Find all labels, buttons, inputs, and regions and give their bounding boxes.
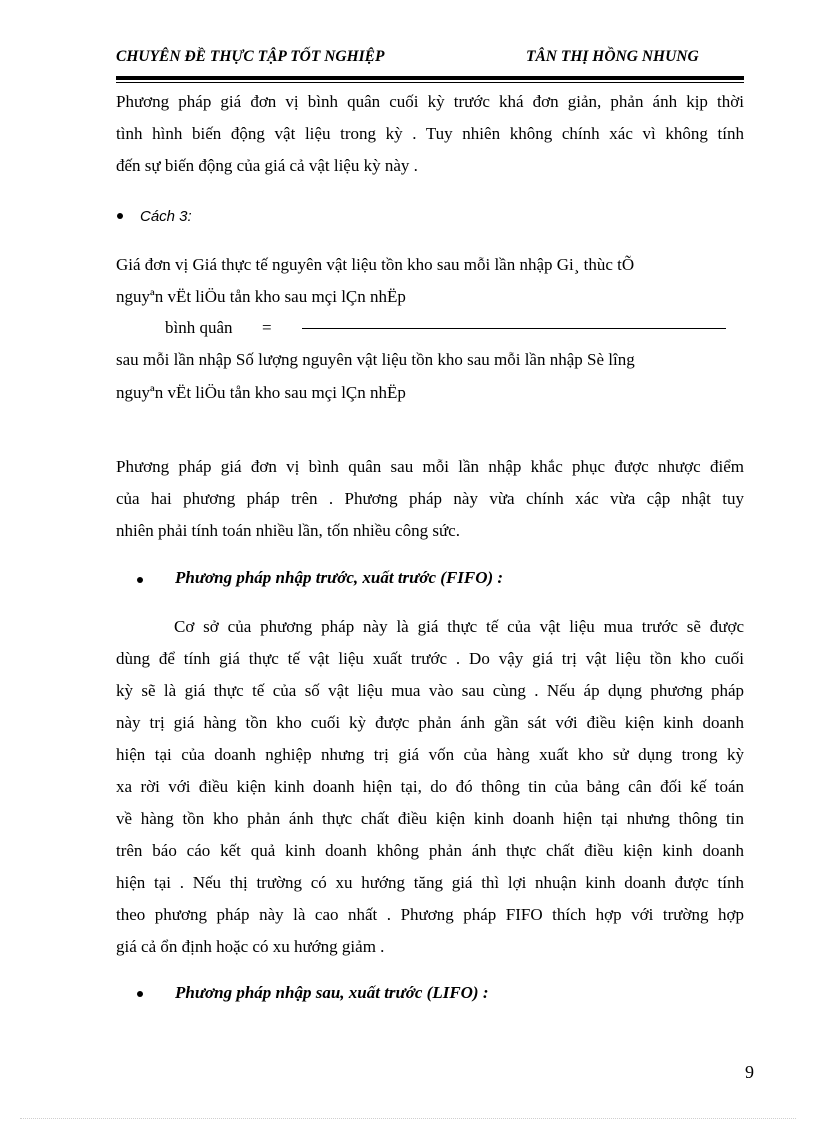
- formula-line-1: Giá đơn vị Giá thực tế nguyên vật liệu tồn kho sau mỗi lần nhập Gi¸ thùc tÕ: [116, 255, 635, 274]
- header-rule-thin: [116, 82, 744, 83]
- paragraph-line: giá cả ổn định hoặc có xu hướng giảm .: [116, 937, 385, 956]
- page-number: 9: [745, 1062, 754, 1082]
- formula-lhs: bình quân: [165, 318, 233, 337]
- page-bottom-border: [20, 1118, 796, 1119]
- formula-line-2: nguyªn vËt liÖu tån kho sau mçi lÇn nhËp: [116, 287, 406, 306]
- paragraph-line: nhiên phải tính toán nhiều lần, tốn nhiều công sức.: [116, 521, 460, 540]
- paragraph-line: Cơ sở của phương pháp này là giá thực tế của vật liệu mua trước sẽ được: [174, 617, 744, 636]
- lifo-heading: Phương pháp nhập sau, xuất trước (LIFO) :: [175, 983, 489, 1002]
- paragraph-line: của hai phương pháp trên . Phương pháp này vừa chính xác vừa cập nhật tuy: [116, 489, 744, 508]
- header-rule-thick: [116, 76, 744, 80]
- bullet-dot-icon: [117, 213, 123, 219]
- paragraph-line: này trị giá hàng tồn kho cuối kỳ được phản ánh gần sát với điều kiện kinh doanh: [116, 713, 744, 732]
- paragraph-average-price-after-each-receipt: [116, 451, 744, 547]
- paragraph-line: trên báo cáo kết quả kinh doanh không phản ánh thực chất điều kiện kinh doanh: [116, 841, 744, 860]
- bullet-dot-icon: [137, 577, 143, 583]
- method-3-label: Cách 3:: [140, 208, 192, 225]
- paragraph-line: tình hình biến động vật liệu trong kỳ . Tuy nhiên không chính xác vì không tính: [116, 124, 744, 143]
- paragraph-average-price-end-of-period: [116, 86, 744, 182]
- lifo-heading-row: [175, 981, 489, 1005]
- paragraph-line: về hàng tồn kho phản ánh thực chất điều kiện kinh doanh hiện tại nhưng thông tin: [116, 809, 744, 828]
- formula-fraction-bar: [302, 328, 726, 329]
- paragraph-line: xa rời với điều kiện kinh doanh hiện tại, do đó thông tin của bảng cân đối kế toán: [116, 777, 744, 796]
- paragraph-line: dùng để tính giá thực tế vật liệu xuất trước . Do vậy giá trị vật liệu tồn kho cuối: [116, 649, 744, 668]
- paragraph-line: Phương pháp giá đơn vị bình quân cuối kỳ trước khá đơn giản, phản ánh kịp thời: [116, 92, 744, 111]
- paragraph-line: kỳ sẽ là giá thực tế của số vật liệu mua vào sau cùng . Nếu áp dụng phương pháp: [116, 681, 744, 700]
- paragraph-line: theo phương pháp này là cao nhất . Phương pháp FIFO thích hợp với trường hợp: [116, 905, 744, 924]
- page-header: [116, 44, 744, 68]
- paragraph-line: đến sự biến động của giá cả vật liệu kỳ này .: [116, 156, 418, 175]
- paragraph-line: hiện tại của doanh nghiệp nhưng trị giá vốn của hàng xuất kho sử dụng trong kỳ: [116, 745, 744, 764]
- bullet-dot-icon: [137, 991, 143, 997]
- header-author-name: TÂN THỊ HỒNG NHUNG: [526, 48, 699, 65]
- paragraph-fifo: [116, 611, 744, 963]
- method-3-label-row: [140, 204, 192, 229]
- fifo-heading-row: [175, 566, 503, 590]
- paragraph-line: Phương pháp giá đơn vị bình quân sau mỗi lần nhập khắc phục được nhược điểm: [116, 457, 744, 476]
- formula-equals: =: [262, 318, 272, 337]
- formula-line-5: nguyªn vËt liÖu tån kho sau mçi lÇn nhËp: [116, 383, 406, 402]
- fifo-heading: Phương pháp nhập trước, xuất trước (FIFO) :: [175, 568, 504, 587]
- formula-line-4: sau mỗi lần nhập Số lượng nguyên vật liệu tồn kho sau mỗi lần nhập Sè lîng: [116, 350, 635, 369]
- header-document-title: CHUYÊN ĐỀ THỰC TẬP TỐT NGHIỆP: [116, 48, 385, 65]
- paragraph-line: hiện tại . Nếu thị trường có xu hướng tăng giá thì lợi nhuận kinh doanh được tính: [116, 873, 744, 892]
